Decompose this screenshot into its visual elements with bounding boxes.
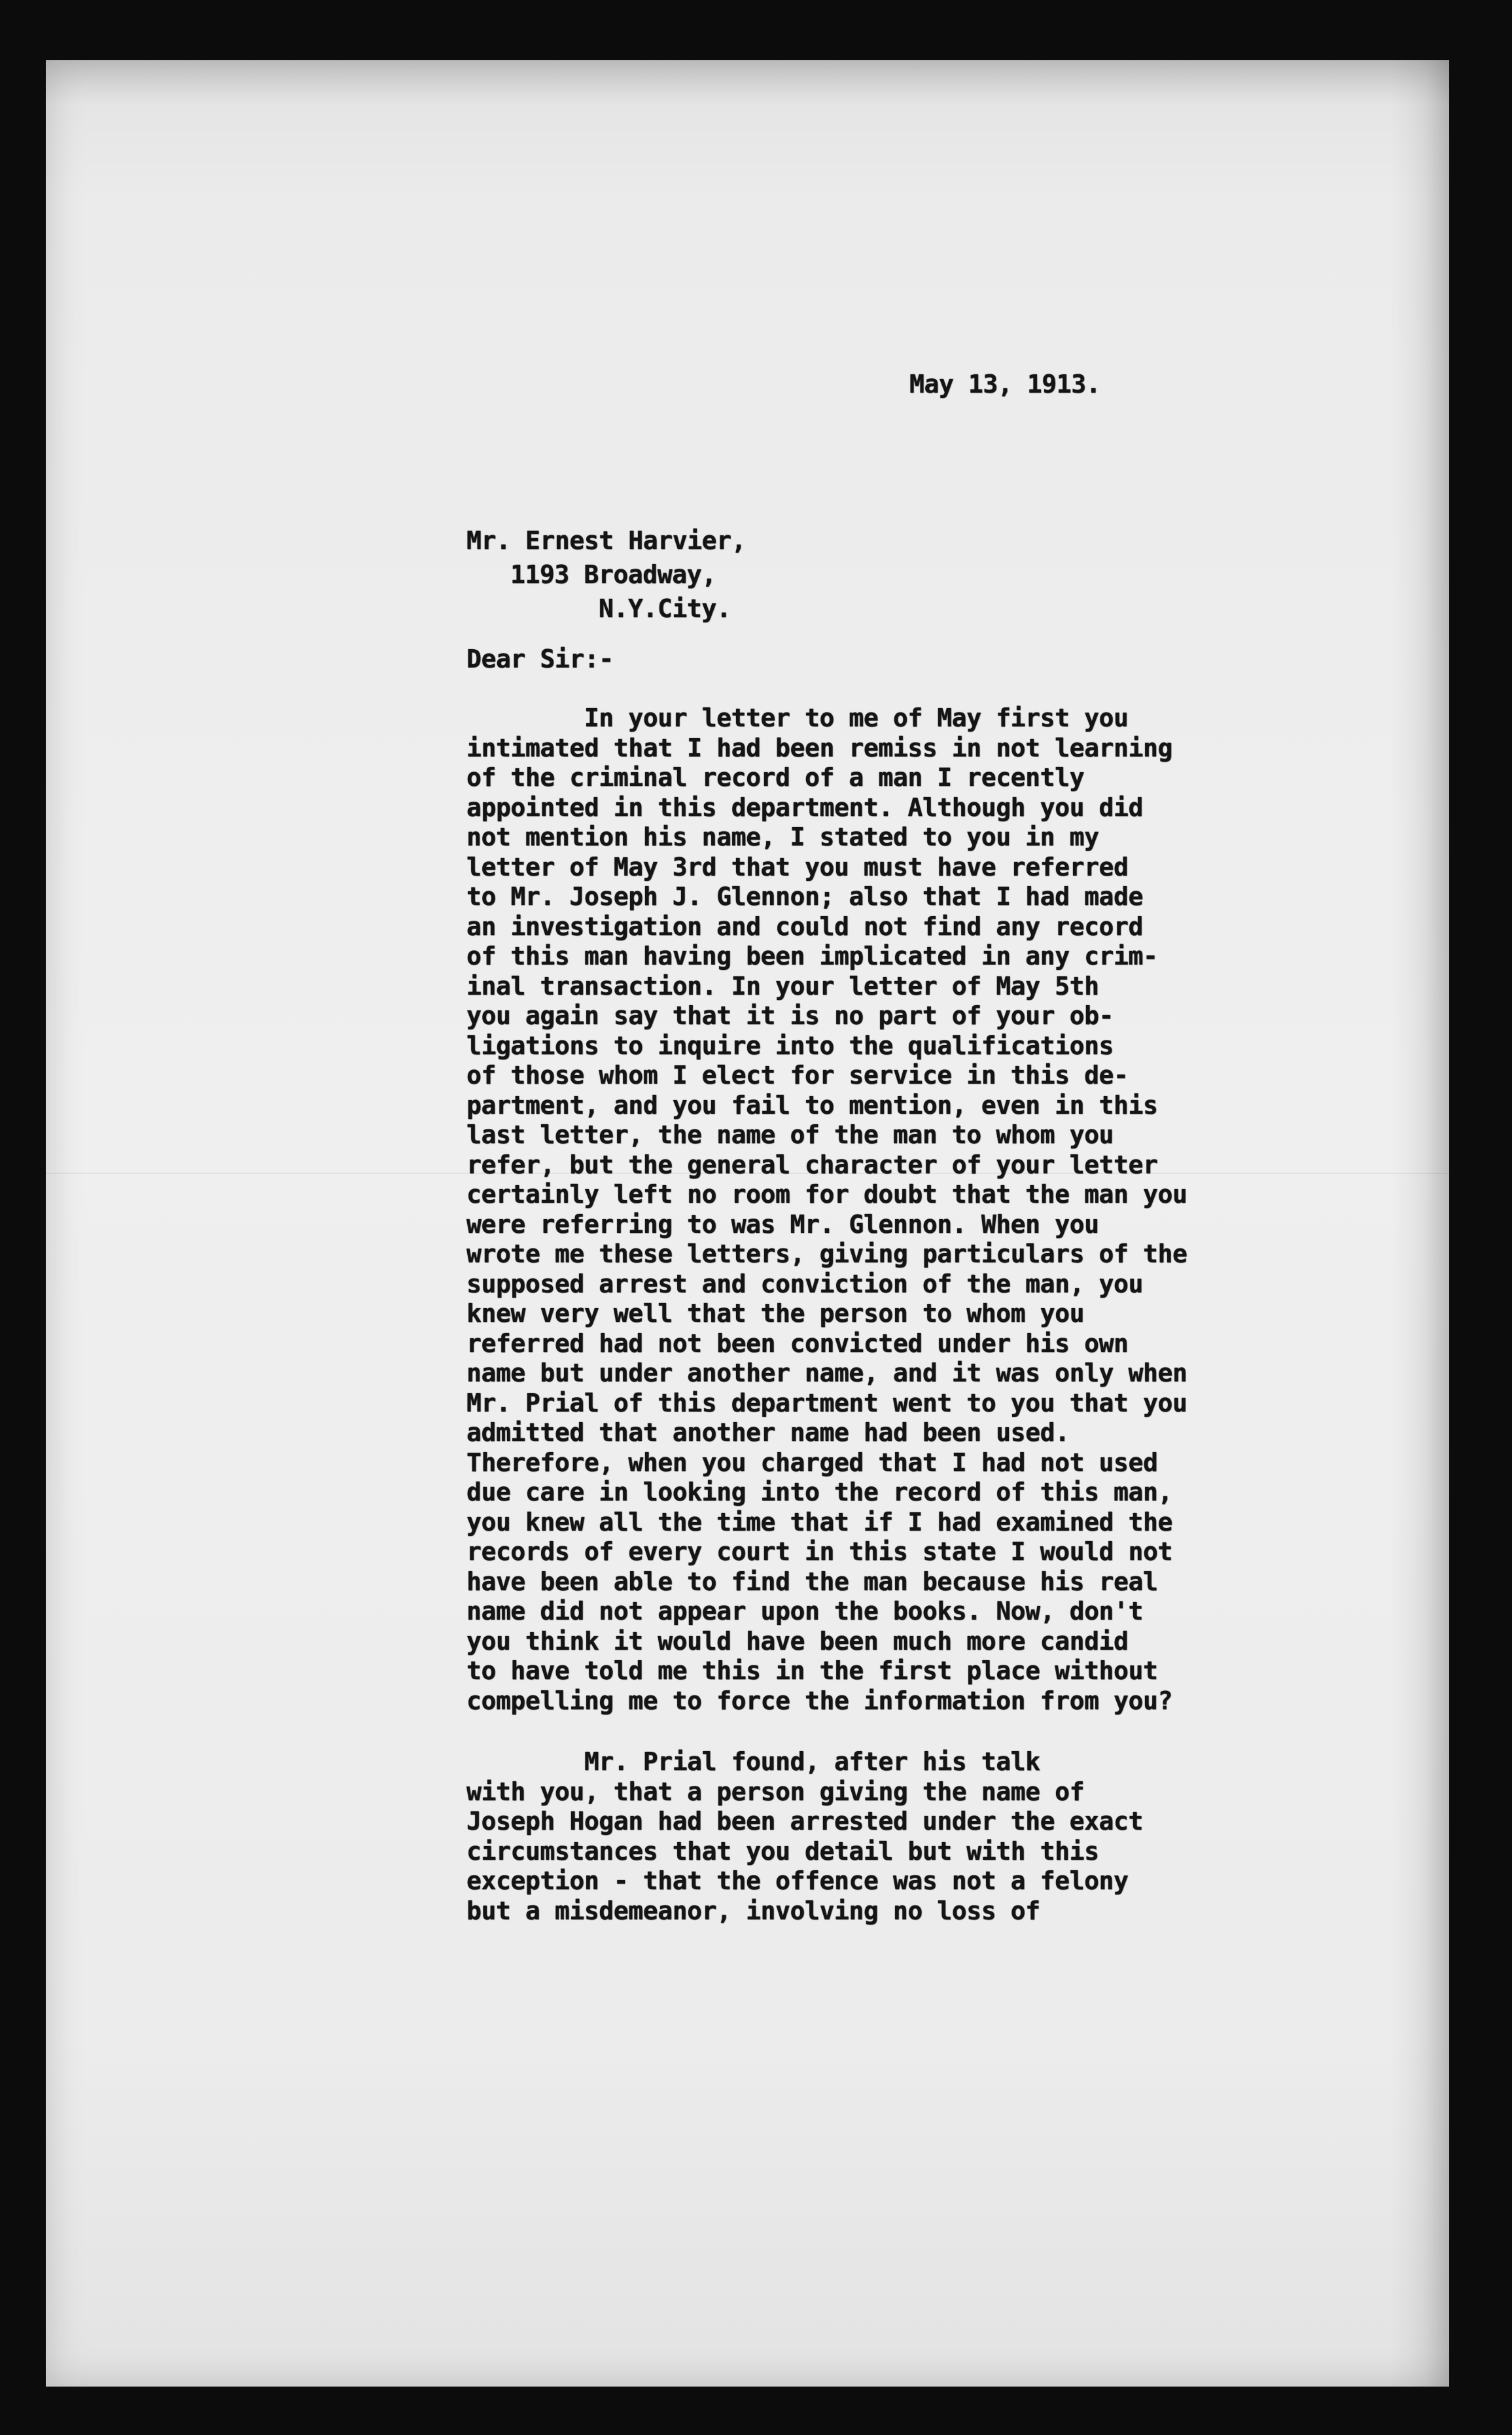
body-line: due care in looking into the record of this man,	[466, 1478, 1172, 1506]
body-line: Mr. Prial of this department went to you that you	[466, 1388, 1187, 1417]
body-line: knew very well that the person to whom you	[466, 1299, 1085, 1328]
body-line: Joseph Hogan had been arrested under the exact	[466, 1807, 1143, 1836]
body-line: have been able to find the man because his real	[466, 1567, 1158, 1596]
body-line: last letter, the name of the man to whom you	[466, 1120, 1114, 1149]
body-line: you knew all the time that if I had examined the	[466, 1507, 1172, 1537]
body-line: certainly left no room for doubt that the man you	[466, 1180, 1187, 1209]
body-line: supposed arrest and conviction of the man, you	[466, 1269, 1143, 1298]
body-line: exception - that the offence was not a felony	[466, 1866, 1129, 1895]
body-line: admitted that another name had been used.	[466, 1418, 1070, 1447]
body-line: compelling me to force the information from you?	[466, 1686, 1172, 1715]
body-line: name but under another name, and it was only when	[466, 1359, 1187, 1387]
body-line: refer, but the general character of your letter	[466, 1150, 1158, 1179]
body-line: intimated that I had been remiss in not learning	[466, 733, 1172, 762]
page-right-curl	[1390, 60, 1449, 2387]
body-line: circumstances that you detail but with this	[466, 1836, 1099, 1866]
body-line: letter of May 3rd that you must have referred	[466, 852, 1129, 881]
body-line: an investigation and could not find any record	[466, 912, 1143, 941]
recipient-name: Mr. Ernest Harvier,	[466, 526, 747, 555]
body-line: ligations to inquire into the qualifications	[466, 1031, 1114, 1060]
body-line: records of every court in this state I would not	[466, 1537, 1172, 1566]
body-line: Therefore, when you charged that I had not used	[466, 1448, 1158, 1477]
recipient-street: 1193 Broadway,	[510, 560, 716, 589]
body-line: referred had not been convicted under his own	[466, 1328, 1129, 1358]
body-line: not mention his name, I stated to you in my	[466, 823, 1099, 851]
body-paragraph-1	[466, 703, 1239, 1716]
body-line: of this man having been implicated in any crim-	[466, 942, 1158, 970]
body-line: to Mr. Joseph J. Glennon; also that I had made	[466, 882, 1143, 911]
body-line: you think it would have been much more candid	[466, 1626, 1129, 1656]
body-line: you again say that it is no part of your ob-	[466, 1001, 1114, 1030]
body-line: of those whom I elect for service in this de-	[466, 1061, 1129, 1090]
body-line: appointed in this department. Although you did	[466, 792, 1143, 822]
salutation: Dear Sir:-	[466, 645, 614, 673]
recipient-city: N.Y.City.	[599, 594, 731, 623]
body-line: of the criminal record of a man I recently	[466, 763, 1085, 792]
body-line: partment, and you fail to mention, even in this	[466, 1090, 1158, 1120]
body-line: to have told me this in the first place without	[466, 1656, 1158, 1685]
letter-date: May 13, 1913.	[909, 370, 1101, 399]
body-line: but a misdemeanor, involving no loss of	[466, 1896, 1040, 1925]
body-line: inal transaction. In your letter of May 5th	[466, 971, 1099, 1001]
body-line: In your letter to me of May first you	[466, 703, 1129, 732]
body-line: with you, that a person giving the name of	[466, 1777, 1085, 1806]
body-paragraph-2	[466, 1747, 1239, 1926]
page-top-curl	[46, 60, 1449, 106]
body-line: were referring to was Mr. Glennon. When you	[466, 1209, 1099, 1239]
body-line: name did not appear upon the books. Now, don't	[466, 1597, 1143, 1626]
body-line: wrote me these letters, giving particulars of the	[466, 1239, 1187, 1268]
body-line: Mr. Prial found, after his talk	[466, 1747, 1040, 1776]
